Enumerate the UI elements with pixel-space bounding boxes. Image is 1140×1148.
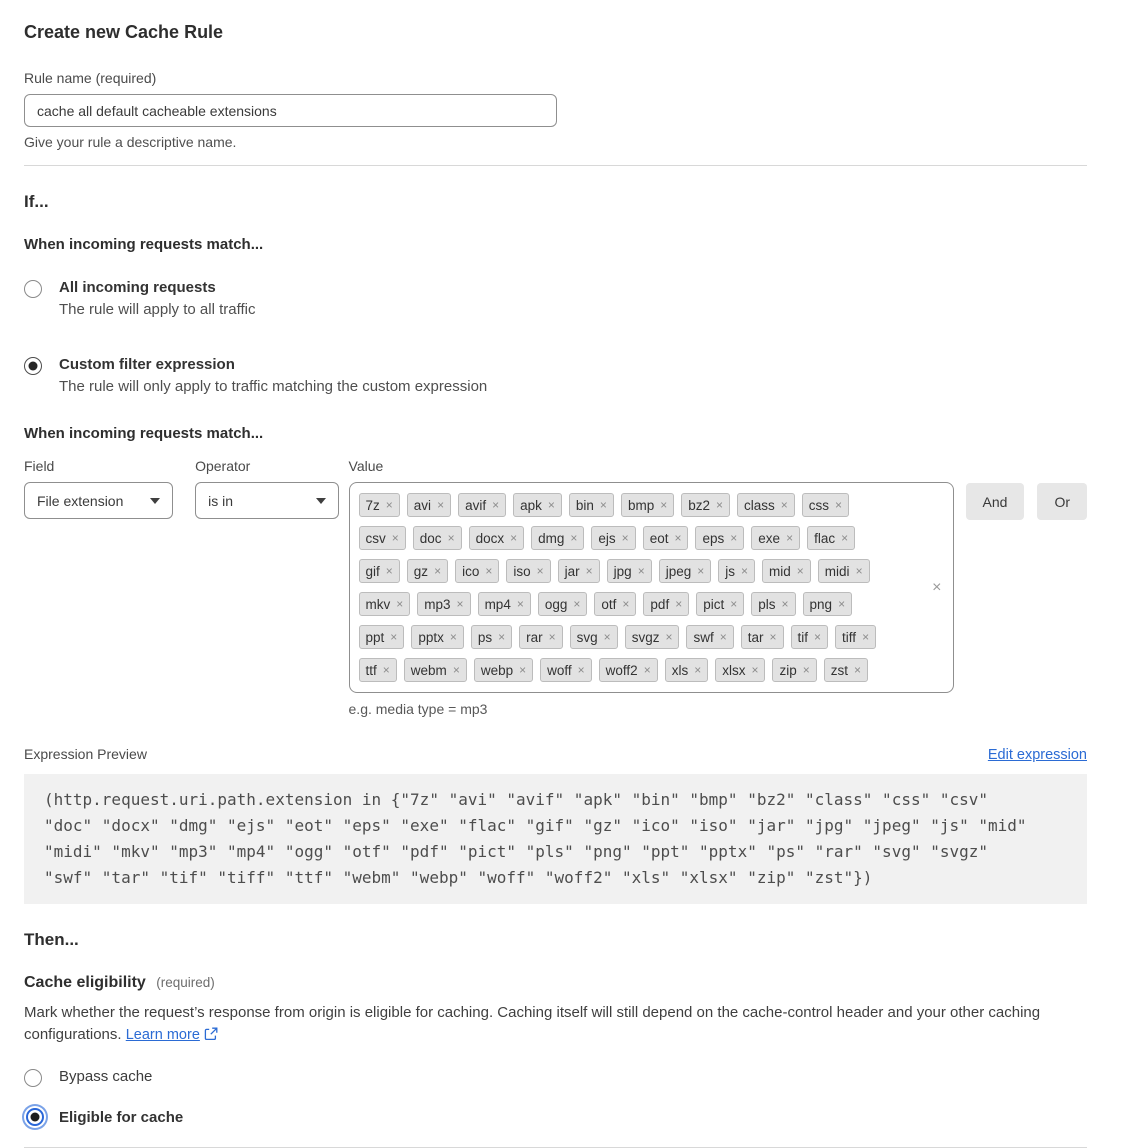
external-link-icon	[204, 1027, 218, 1041]
remove-tag-icon[interactable]: ×	[730, 531, 738, 545]
radio-button[interactable]	[24, 357, 42, 375]
remove-tag-icon[interactable]: ×	[385, 564, 393, 578]
remove-tag-icon[interactable]: ×	[643, 663, 651, 677]
value-tag[interactable]	[411, 625, 464, 649]
remove-tag-icon[interactable]: ×	[796, 564, 804, 578]
value-tag-label: bz2	[688, 497, 710, 513]
remove-tag-icon[interactable]: ×	[730, 597, 738, 611]
value-tag[interactable]	[625, 625, 680, 649]
value-tag[interactable]	[791, 625, 829, 649]
value-tag-label: webp	[480, 662, 514, 678]
value-tag[interactable]	[570, 625, 618, 649]
value-tag[interactable]	[506, 559, 550, 583]
value-tag-label: flac	[814, 530, 836, 546]
value-tag-label: pict	[703, 596, 725, 612]
value-tag[interactable]	[772, 658, 816, 682]
value-tag-label: js	[725, 563, 735, 579]
value-tag-label: avi	[413, 497, 432, 513]
match-heading-2: When incoming requests match...	[24, 425, 264, 442]
learn-more-link[interactable]: Learn more	[125, 1027, 200, 1043]
value-tag[interactable]	[519, 625, 563, 649]
value-tag-label: jar	[564, 563, 580, 579]
radio-custom-filter[interactable]	[24, 356, 1087, 395]
value-tag-label: ejs	[598, 530, 616, 546]
rule-name-helper: Give your rule a descriptive name.	[24, 134, 237, 150]
radio-button[interactable]	[24, 280, 42, 298]
value-tag-label: 7z	[365, 497, 380, 513]
value-tag-label: doc	[419, 530, 442, 546]
value-tag-label: ogg	[544, 596, 568, 612]
value-tag-row	[359, 559, 919, 583]
remove-tag-icon[interactable]: ×	[516, 597, 524, 611]
value-tag-label: tif	[797, 629, 809, 645]
value-tag[interactable]	[686, 625, 733, 649]
value-tag-label: pls	[758, 596, 776, 612]
value-multiselect[interactable]	[349, 482, 954, 693]
value-tag-row	[359, 592, 919, 616]
value-tag-label: ttf	[365, 662, 377, 678]
value-tag[interactable]	[599, 658, 658, 682]
value-hint: e.g. media type = mp3	[348, 701, 488, 717]
value-tag[interactable]	[718, 559, 755, 583]
remove-tag-icon[interactable]: ×	[396, 597, 404, 611]
remove-tag-icon[interactable]: ×	[621, 531, 629, 545]
match-heading-1: When incoming requests match...	[24, 236, 264, 253]
remove-tag-icon[interactable]: ×	[841, 531, 849, 545]
value-tag[interactable]	[807, 526, 855, 550]
required-badge: (required)	[156, 975, 215, 990]
section-divider	[24, 165, 1087, 166]
value-tag[interactable]	[659, 559, 712, 583]
value-tag-label: exe	[758, 530, 781, 546]
remove-tag-icon[interactable]: ×	[385, 498, 393, 512]
value-tag[interactable]	[607, 559, 652, 583]
value-tag-label: mid	[769, 563, 791, 579]
remove-tag-icon[interactable]: ×	[498, 630, 506, 644]
value-tag[interactable]	[417, 592, 470, 616]
remove-tag-icon[interactable]: ×	[573, 597, 581, 611]
value-tag-label: xlsx	[722, 662, 746, 678]
rule-name-label: Rule name (required)	[24, 70, 157, 86]
value-tag-label: otf	[601, 596, 617, 612]
remove-tag-icon[interactable]: ×	[802, 663, 810, 677]
radio-bypass-cache[interactable]	[24, 1068, 1087, 1087]
remove-tag-icon[interactable]: ×	[390, 630, 398, 644]
remove-tag-icon[interactable]: ×	[694, 663, 702, 677]
remove-tag-icon[interactable]: ×	[780, 498, 788, 512]
value-tag-label: svgz	[631, 629, 660, 645]
or-button[interactable]: Or	[1037, 483, 1087, 520]
value-tag-row	[359, 658, 919, 682]
value-tag[interactable]	[569, 493, 614, 517]
value-tag[interactable]	[513, 493, 562, 517]
value-tag[interactable]	[474, 658, 533, 682]
rule-name-input[interactable]	[24, 94, 557, 127]
value-tag[interactable]	[558, 559, 600, 583]
value-tag[interactable]	[469, 526, 525, 550]
value-tag[interactable]	[835, 625, 876, 649]
value-tag-row	[359, 526, 919, 550]
value-tag-label: eot	[649, 530, 669, 546]
value-tag[interactable]	[643, 592, 689, 616]
value-tag[interactable]	[591, 526, 635, 550]
value-tag[interactable]	[665, 658, 709, 682]
remove-tag-icon[interactable]: ×	[675, 597, 683, 611]
remove-tag-icon[interactable]: ×	[391, 531, 399, 545]
remove-tag-icon[interactable]: ×	[781, 597, 789, 611]
remove-tag-icon[interactable]: ×	[769, 630, 777, 644]
value-tag-label: woff2	[605, 662, 638, 678]
remove-tag-icon[interactable]: ×	[786, 531, 794, 545]
value-tag[interactable]	[818, 559, 870, 583]
value-tag-row	[359, 493, 919, 517]
value-tag-list	[359, 493, 919, 682]
value-tag[interactable]	[359, 493, 400, 517]
value-tag[interactable]	[471, 625, 512, 649]
radio-all-incoming[interactable]	[24, 279, 1087, 318]
remove-tag-icon[interactable]: ×	[437, 498, 445, 512]
remove-tag-icon[interactable]: ×	[577, 663, 585, 677]
remove-tag-icon[interactable]: ×	[741, 564, 749, 578]
value-tag[interactable]	[824, 658, 868, 682]
remove-tag-icon[interactable]: ×	[452, 663, 460, 677]
value-tag-label: midi	[824, 563, 850, 579]
value-tag-label: csv	[365, 530, 386, 546]
remove-tag-icon[interactable]: ×	[719, 630, 727, 644]
value-tag[interactable]	[359, 559, 400, 583]
value-tag-label: gif	[365, 563, 380, 579]
value-tag-label: zst	[830, 662, 849, 678]
value-tag[interactable]	[681, 493, 730, 517]
then-heading: Then...	[24, 930, 79, 949]
value-tag-label: mp3	[424, 596, 451, 612]
remove-tag-icon[interactable]: ×	[697, 564, 705, 578]
value-tag[interactable]	[407, 493, 451, 517]
value-tag-label: bmp	[627, 497, 655, 513]
value-tag-label: png	[809, 596, 833, 612]
value-tag-label: apk	[520, 497, 542, 513]
value-tag[interactable]	[455, 559, 499, 583]
value-tag-label: tar	[747, 629, 764, 645]
remove-tag-icon[interactable]: ×	[456, 597, 464, 611]
value-tag[interactable]	[478, 592, 531, 616]
radio-label: All incoming requests	[59, 279, 216, 296]
remove-tag-icon[interactable]: ×	[855, 564, 863, 578]
radio-label: Eligible for cache	[59, 1109, 184, 1126]
page-title: Create new Cache Rule	[24, 22, 224, 42]
remove-tag-icon[interactable]: ×	[447, 531, 455, 545]
value-tag[interactable]	[404, 658, 467, 682]
value-tag[interactable]	[359, 526, 406, 550]
value-tag-label: ppt	[365, 629, 385, 645]
if-heading: If...	[24, 192, 49, 211]
value-tag-label: swf	[693, 629, 714, 645]
field-select[interactable]	[24, 482, 173, 519]
remove-tag-icon[interactable]: ×	[862, 630, 870, 644]
operator-select[interactable]	[195, 482, 338, 519]
radio-label: Bypass cache	[59, 1068, 153, 1085]
radio-description: The rule will only apply to traffic matching the custom expression	[59, 378, 488, 395]
remove-tag-icon[interactable]: ×	[660, 498, 668, 512]
remove-tag-icon[interactable]: ×	[838, 597, 846, 611]
cache-eligibility-description-text: Mark whether the request’s response from origin is eligible for caching. Caching itself will still depend on the cache-control header and your other caching configurations.	[24, 1004, 1041, 1043]
value-tag-label: iso	[513, 563, 531, 579]
value-tag[interactable]	[413, 526, 462, 550]
value-tag-label: svg	[576, 629, 598, 645]
expression-code: (http.request.uri.path.extension in {"7z" "avi" "avif" "apk" "bin" "bmp" "bz2" "class" "css" "csv" "doc" "docx" "dmg" "ejs" "eot" "eps" "exe" "flac" "gif" "gz" "ico" "iso" "jar" "jpg" "jpeg" "js" "mid" "midi" "mkv" "mp3" "mp4" "ogg" "otf" "pdf" "pict" "pls" "png" "ppt" "pptx" "ps" "rar" "svg" "svgz" "swf" "tar" "tif" "tiff" "ttf" "webm" "webp" "woff" "woff2" "xls" "xlsx" "zip" "zst"})	[24, 774, 1087, 904]
chevron-down-icon	[150, 498, 160, 504]
and-button[interactable]: And	[966, 483, 1025, 520]
value-tag-label: jpeg	[665, 563, 692, 579]
value-tag-label: pdf	[650, 596, 670, 612]
value-tag[interactable]	[538, 592, 588, 616]
value-tag[interactable]	[802, 493, 849, 517]
remove-tag-icon[interactable]: ×	[485, 564, 493, 578]
radio-button[interactable]	[24, 1069, 42, 1087]
value-tag-label: dmg	[538, 530, 565, 546]
operator-select-value: is in	[208, 492, 233, 509]
value-tag-label: gz	[413, 563, 429, 579]
value-tag-label: avif	[465, 497, 487, 513]
remove-tag-icon[interactable]: ×	[510, 531, 518, 545]
radio-description: The rule will apply to all traffic	[59, 301, 256, 318]
value-tag[interactable]	[737, 493, 795, 517]
remove-tag-icon[interactable]: ×	[382, 663, 390, 677]
remove-tag-icon[interactable]: ×	[751, 663, 759, 677]
value-tag-row	[359, 625, 919, 649]
remove-tag-icon[interactable]: ×	[674, 531, 682, 545]
operator-label: Operator	[195, 458, 251, 474]
value-tag[interactable]	[803, 592, 853, 616]
edit-expression-link[interactable]: Edit expression	[987, 747, 1087, 763]
value-tag-label: mkv	[365, 596, 391, 612]
value-tag-label: jpg	[613, 563, 632, 579]
remove-tag-icon[interactable]: ×	[547, 498, 555, 512]
clear-value-icon[interactable]: ×	[932, 578, 942, 596]
value-tag-label: pptx	[418, 629, 444, 645]
value-tag[interactable]	[751, 592, 795, 616]
value-tag[interactable]	[741, 625, 784, 649]
remove-tag-icon[interactable]: ×	[548, 630, 556, 644]
remove-tag-icon[interactable]: ×	[716, 498, 724, 512]
value-tag-label: woff	[547, 662, 572, 678]
value-label: Value	[348, 458, 384, 474]
remove-tag-icon[interactable]: ×	[449, 630, 457, 644]
value-tag-label: ps	[477, 629, 493, 645]
value-tag[interactable]	[715, 658, 765, 682]
value-tag-label: mp4	[484, 596, 511, 612]
cache-eligibility-description	[24, 1002, 1087, 1046]
value-tag-label: webm	[410, 662, 447, 678]
expression-preview-label: Expression Preview	[24, 746, 147, 762]
value-tag[interactable]	[751, 526, 800, 550]
remove-tag-icon[interactable]: ×	[665, 630, 673, 644]
value-tag[interactable]	[531, 526, 584, 550]
value-tag-label: bin	[575, 497, 594, 513]
value-tag[interactable]	[762, 559, 811, 583]
value-tag[interactable]	[359, 625, 405, 649]
value-tag-label: rar	[526, 629, 543, 645]
radio-button[interactable]	[26, 1108, 44, 1126]
value-tag[interactable]	[594, 592, 636, 616]
remove-tag-icon[interactable]: ×	[599, 498, 607, 512]
value-tag[interactable]	[621, 493, 674, 517]
remove-tag-icon[interactable]: ×	[637, 564, 645, 578]
value-tag-label: css	[808, 497, 830, 513]
radio-eligible-cache[interactable]	[24, 1107, 1087, 1126]
remove-tag-icon[interactable]: ×	[519, 663, 527, 677]
value-tag[interactable]	[407, 559, 448, 583]
cache-eligibility-label: Cache eligibility	[24, 974, 146, 991]
value-tag-label: class	[744, 497, 775, 513]
remove-tag-icon[interactable]: ×	[570, 531, 578, 545]
value-tag-label: tiff	[842, 629, 857, 645]
value-tag-label: zip	[779, 662, 797, 678]
value-tag[interactable]	[696, 592, 744, 616]
expression-builder-row	[24, 458, 1087, 717]
value-tag-label: eps	[702, 530, 725, 546]
remove-tag-icon[interactable]: ×	[492, 498, 500, 512]
value-tag[interactable]	[458, 493, 506, 517]
value-tag[interactable]	[540, 658, 592, 682]
value-tag[interactable]	[643, 526, 689, 550]
remove-tag-icon[interactable]: ×	[622, 597, 630, 611]
remove-tag-icon[interactable]: ×	[814, 630, 822, 644]
value-tag-label: ico	[462, 563, 480, 579]
value-tag-label: docx	[475, 530, 505, 546]
value-tag[interactable]	[359, 592, 411, 616]
remove-tag-icon[interactable]: ×	[585, 564, 593, 578]
remove-tag-icon[interactable]: ×	[603, 630, 611, 644]
chevron-down-icon	[316, 498, 326, 504]
value-tag-label: xls	[671, 662, 689, 678]
radio-label: Custom filter expression	[59, 356, 235, 373]
field-label: Field	[24, 458, 55, 474]
remove-tag-icon[interactable]: ×	[854, 663, 862, 677]
value-tag[interactable]	[695, 526, 744, 550]
remove-tag-icon[interactable]: ×	[835, 498, 843, 512]
remove-tag-icon[interactable]: ×	[434, 564, 442, 578]
field-select-value: File extension	[37, 492, 124, 509]
remove-tag-icon[interactable]: ×	[536, 564, 544, 578]
value-tag[interactable]	[359, 658, 397, 682]
